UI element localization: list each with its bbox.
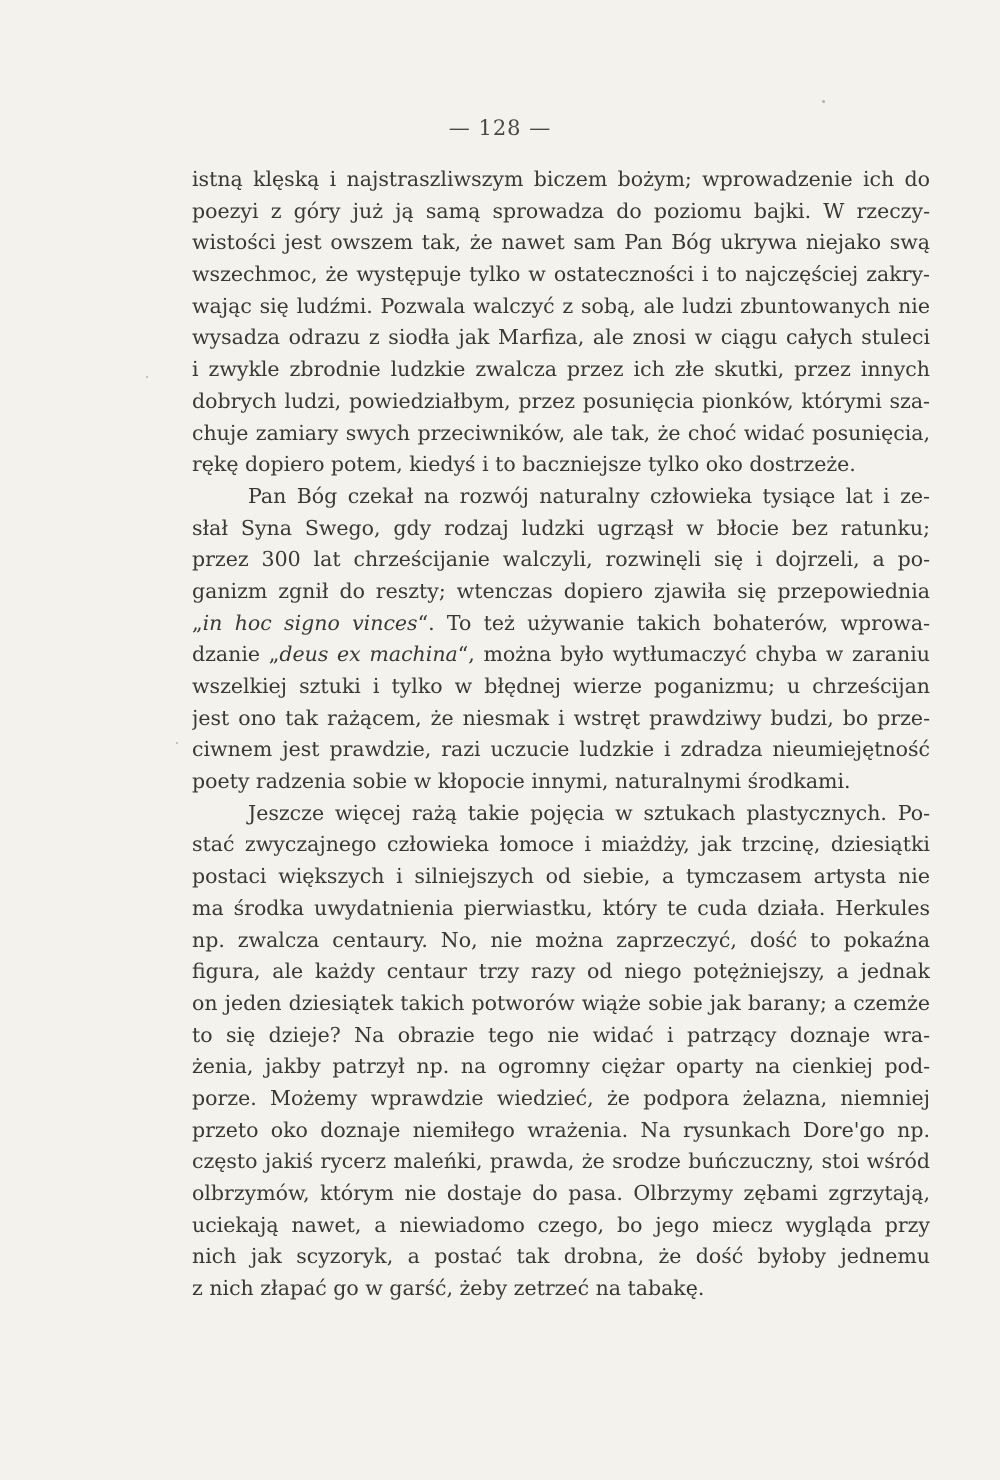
text-line: przeto oko doznaje niemiłego wrażenia. Na rysunkach Dore'go np. <box>192 1117 930 1142</box>
text-line: on jeden dziesiątek takich potworów wiąże sobie jak barany; a czemże <box>192 990 930 1015</box>
text-line: figura, ale każdy centaur trzy razy od niego potężniejszy, a jednak <box>192 959 930 984</box>
text-line: i zwykle zbrodnie ludzkie zwalcza przez ich złe skutki, przez innych <box>192 357 930 382</box>
text-line: dobrych ludzi, powiedziałbym, przez posunięcia pionków, którymi sza- <box>192 388 930 413</box>
text-line: porze. Możemy wprawdzie wiedzieć, że podpora żelazna, niemniej <box>192 1085 930 1110</box>
page-number: — 128 — <box>448 116 552 140</box>
paper-speck <box>146 376 148 378</box>
text-line: wając się ludźmi. Pozwala walczyć z sobą, ale ludzi zbuntowanych nie <box>192 293 930 318</box>
text-line: często jakiś rycerz maleńki, prawda, że srodze buńczuczny, stoi wśród <box>192 1149 930 1174</box>
line-part: “, można było wytłumaczyć chyba w zaraniu <box>457 642 930 667</box>
text-line: nich jak scyzoryk, a postać tak drobna, że dość byłoby jednemu <box>192 1244 930 1269</box>
text-line: poety radzenia sobie w kłopocie innymi, naturalnymi środkami. <box>192 769 851 794</box>
text-line: to się dzieje? Na obrazie tego nie widać i patrzący doznaje wra- <box>192 1022 930 1047</box>
text-line: jest ono tak rażącem, że niesmak i wstręt prawdziwy budzi, bo prze- <box>192 705 930 730</box>
text-line: ciwnem jest prawdzie, razi uczucie ludzkie i zdradza nieumiejętność <box>192 737 930 762</box>
body-text <box>192 164 930 1305</box>
text-line <box>192 639 930 671</box>
text-line: żenia, jakby patrzył np. na ogromny ciężar oparty na cienkiej pod- <box>192 1054 930 1079</box>
text-line: rękę dopiero potem, kiedyś i to baczniejsze tylko oko dostrzeże. <box>192 452 856 477</box>
text-line <box>192 608 930 640</box>
text-line: chuje zamiary swych przeciwników, ale tak, że choć widać posunięcia, <box>192 420 930 445</box>
text-line: z nich złapać go w garść, żeby zetrzeć na tabakę. <box>192 1276 705 1301</box>
text-line: wszechmoc, że występuje tylko w ostateczności i to najczęściej zakry- <box>192 262 930 287</box>
text-line: przez 300 lat chrześcijanie walczyli, rozwinęli się i dojrzeli, a po- <box>192 547 930 572</box>
line-part: “. To też używanie takich bohaterów, wprowa- <box>417 610 930 635</box>
paper-speck <box>176 742 178 744</box>
text-line: Pan Bóg czekał na rozwój naturalny człowieka tysiące lat i ze- <box>248 483 930 508</box>
text-line: olbrzymów, którym nie dostaje do pasa. Olbrzymy zębami zgrzytają, <box>192 1181 930 1205</box>
text-line: słał Syna Swego, gdy rodzaj ludzki ugrząsł w błocie bez ratunku; <box>192 515 930 540</box>
text-line: wistości jest owszem tak, że nawet sam Pan Bóg ukrywa niejako swą <box>192 230 930 255</box>
line-part: „ <box>192 610 203 635</box>
text-line: poezyi z góry już ją samą sprowadza do poziomu bajki. W rzeczy- <box>192 198 930 223</box>
text-line: np. zwalcza centaury. No, nie można zaprzeczyć, dość to pokaźna <box>192 927 930 952</box>
text-line: uciekają nawet, a niewiadomo czego, bo jego miecz wygląda przy <box>192 1212 930 1237</box>
line-part: dzanie „ <box>192 642 280 667</box>
text-line: istną klęską i najstraszliwszym biczem bożym; wprowadzenie ich do <box>192 167 930 191</box>
text-line: wszelkiej sztuki i tylko w błędnej wierze poganizmu; u chrześcijan <box>192 674 930 698</box>
text-line: postaci większych i silniejszych od siebie, a tymczasem artysta nie <box>192 864 930 889</box>
text-line: stać zwyczajnego człowieka łomoce i miażdży, jak trzcinę, dziesiątki <box>192 832 930 857</box>
text-line: ganizm zgnił do reszty; wtenczas dopiero zjawiła się przepowiednia <box>192 578 930 603</box>
paper-speck <box>822 100 825 103</box>
text-line: ma środka uwydatnienia pierwiastku, który te cuda działa. Herkules <box>192 895 930 920</box>
italic-phrase: deus ex machina <box>279 642 458 667</box>
text-line: wysadza odrazu z siodła jak Marfiza, ale znosi w ciągu całych stuleci <box>192 325 930 350</box>
italic-phrase: in hoc signo vinces <box>202 610 418 635</box>
text-line: Jeszcze więcej rażą takie pojęcia w sztukach plastycznych. Po- <box>248 800 930 825</box>
